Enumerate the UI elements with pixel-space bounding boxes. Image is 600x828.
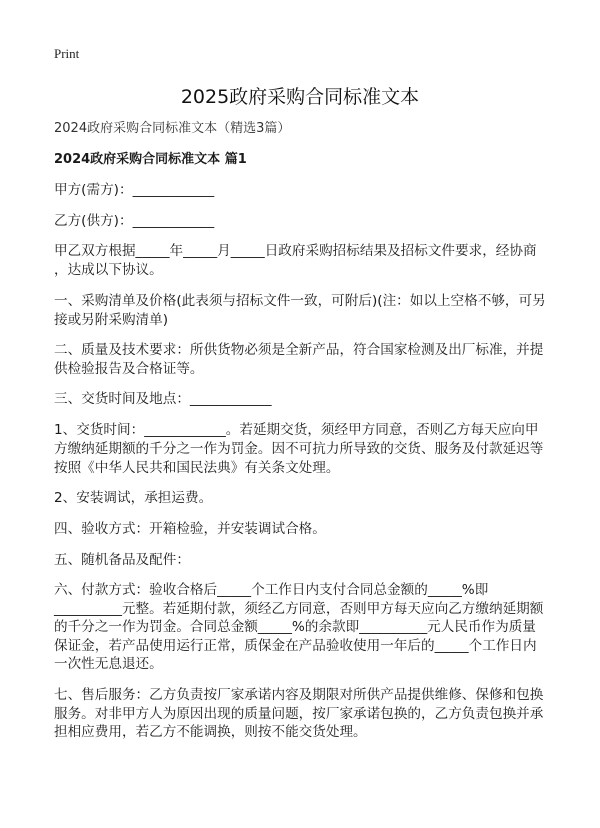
document-subtitle: 2024政府采购合同标准文本（精选3篇） — [54, 121, 291, 136]
paragraph-line: 六、付款方式：验收合格后_____个工作日内支付合同总金额的_____%即 — [54, 582, 489, 598]
paragraph-line: 担相应费用，若乙方不能调换，则按不能交货处理。 — [54, 724, 367, 740]
paragraph-line: 保证金，若产品使用运行正常，质保金在产品验收使用一年后的_____个工作日内 — [54, 638, 537, 654]
paragraph-line: 二、质量及技术要求：所供货物必须是全新产品，符合国家检测及出厂标准，并提 — [54, 342, 544, 358]
paragraph-line: 四、验收方式：开箱检验，并安装调试合格。 — [54, 521, 326, 537]
paragraph-line: 服务。对非甲方人为原因出现的质量问题，按厂家承诺包换的，乙方负责包换并承 — [54, 706, 544, 722]
paragraph-line: 一、采购清单及价格(此表须与招标文件一致，可附后)(注：如以上空格不够，可另 — [54, 293, 546, 309]
paragraph-line: 供检验报告及合格证等。 — [54, 361, 204, 377]
paragraph-line: ，达成以下协议。 — [54, 262, 163, 278]
paragraph-line: 七、售后服务：乙方负责按厂家承诺内容及期限对所供产品提供维修、保修和包换 — [54, 687, 544, 703]
paragraph-line: __________元整。若延期付款，须经乙方同意，否则甲方每天应向乙方缴纳延期额 — [54, 601, 544, 617]
section-heading: 2024政府采购合同标准文本 篇1 — [54, 152, 247, 167]
party-a-line: 甲方(需方)：____________ — [54, 182, 215, 198]
paragraph-line: 甲乙双方根据_____年_____月_____日政府采购招标结果及招标文件要求，经协商 — [54, 243, 537, 259]
paragraph-line: 三、交货时间及地点：____________ — [54, 391, 272, 407]
paragraph-line: 2、安装调试，承担运费。 — [54, 490, 213, 506]
paragraph-line: 的千分之一作为罚金。合同总金额_____%的余款即__________元人民币作为质量 — [54, 619, 536, 635]
paragraph-line: 按照《中华人民共和国民法典》有关条文处理。 — [54, 460, 340, 476]
paragraph-line: 1、交货时间：____________。若延期交货，须经甲方同意，否则乙方每天应向甲 — [54, 422, 539, 438]
paragraph-line: 五、随机备品及配件： — [54, 552, 190, 568]
party-b-line: 乙方(供方)：____________ — [54, 213, 215, 229]
paragraph-line: 一次性无息退还。 — [54, 656, 163, 672]
document-title: 2025政府采购合同标准文本 — [180, 86, 420, 108]
paragraph-line: 接或另附采购清单) — [54, 312, 169, 328]
paragraph-line: 方缴纳延期额的千分之一作为罚金。因不可抗力所导致的交货、服务及付款延迟等 — [54, 441, 544, 457]
print-link[interactable]: Print — [54, 46, 80, 61]
